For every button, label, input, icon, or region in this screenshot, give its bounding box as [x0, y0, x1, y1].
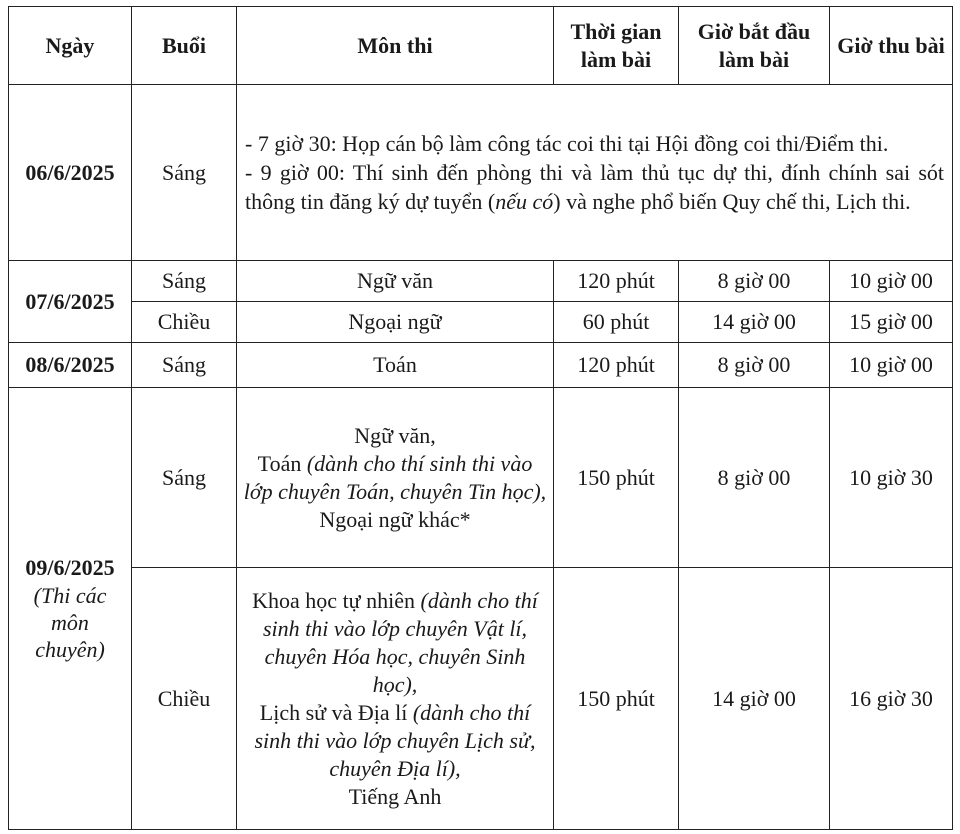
start-time-cell: 14 giờ 00 [679, 302, 830, 343]
table-row [9, 302, 953, 343]
duration-cell: 150 phút [554, 568, 679, 830]
notice-line-1: - 7 giờ 30: Họp cán bộ làm công tác coi thi tại Hội đồng coi thi/Điểm thi. [245, 131, 889, 156]
duration-cell: 120 phút [554, 261, 679, 302]
session-cell: Sáng [132, 388, 237, 568]
subject-cell: Khoa học tự nhiên (dành cho thí sinh thi vào lớp chuyên Vật lí, chuyên Hóa học, chuyên Sinh học), Lịch sử và Địa lí (dành cho thí sinh thi vào lớp chuyên Lịch sử, chuyên Địa lí), Tiếng Anh [237, 568, 554, 830]
subject-cell: Toán [237, 343, 554, 388]
header-date: Ngày [9, 7, 132, 85]
date-cell: 07/6/2025 [9, 261, 132, 343]
date-label: 09/6/2025 [25, 555, 115, 580]
header-row [9, 7, 953, 85]
date-cell: 06/6/2025 [9, 85, 132, 261]
session-cell: Chiều [132, 568, 237, 830]
subject-cell: Ngữ văn [237, 261, 554, 302]
start-time-cell: 14 giờ 00 [679, 568, 830, 830]
table-row [9, 85, 953, 261]
header-subject: Môn thi [237, 7, 554, 85]
end-time-cell: 10 giờ 00 [830, 343, 953, 388]
session-cell: Sáng [132, 85, 237, 261]
session-cell: Sáng [132, 343, 237, 388]
subject-cell: Ngữ văn, Toán (dành cho thí sinh thi vào lớp chuyên Toán, chuyên Tin học), Ngoại ngữ khác* [237, 388, 554, 568]
table-row [9, 261, 953, 302]
session-cell: Chiều [132, 302, 237, 343]
header-duration: Thời gian làm bài [554, 7, 679, 85]
start-time-cell: 8 giờ 00 [679, 343, 830, 388]
date-cell [9, 388, 132, 830]
end-time-cell: 15 giờ 00 [830, 302, 953, 343]
header-end-time: Giờ thu bài [830, 7, 953, 85]
end-time-cell: 10 giờ 30 [830, 388, 953, 568]
duration-cell: 60 phút [554, 302, 679, 343]
date-cell: 08/6/2025 [9, 343, 132, 388]
table-row [9, 568, 953, 830]
duration-cell: 120 phút [554, 343, 679, 388]
start-time-cell: 8 giờ 00 [679, 261, 830, 302]
session-cell: Sáng [132, 261, 237, 302]
date-note: (Thi các môn chuyên) [33, 583, 107, 662]
duration-cell: 150 phút [554, 388, 679, 568]
exam-schedule-table [8, 6, 953, 830]
table-row [9, 388, 953, 568]
subject-cell: Ngoại ngữ [237, 302, 554, 343]
header-start-time: Giờ bắt đầu làm bài [679, 7, 830, 85]
notice-line-2: - 9 giờ 00: Thí sinh đến phòng thi và làm thủ tục dự thi, đính chính sai sót thông tin đăng ký dự tuyển (nếu có) và nghe phổ biến Quy chế thi, Lịch thi. [245, 160, 944, 214]
header-session: Buổi [132, 7, 237, 85]
end-time-cell: 10 giờ 00 [830, 261, 953, 302]
end-time-cell: 16 giờ 30 [830, 568, 953, 830]
table-row [9, 343, 953, 388]
notice-cell [237, 85, 953, 261]
start-time-cell: 8 giờ 00 [679, 388, 830, 568]
